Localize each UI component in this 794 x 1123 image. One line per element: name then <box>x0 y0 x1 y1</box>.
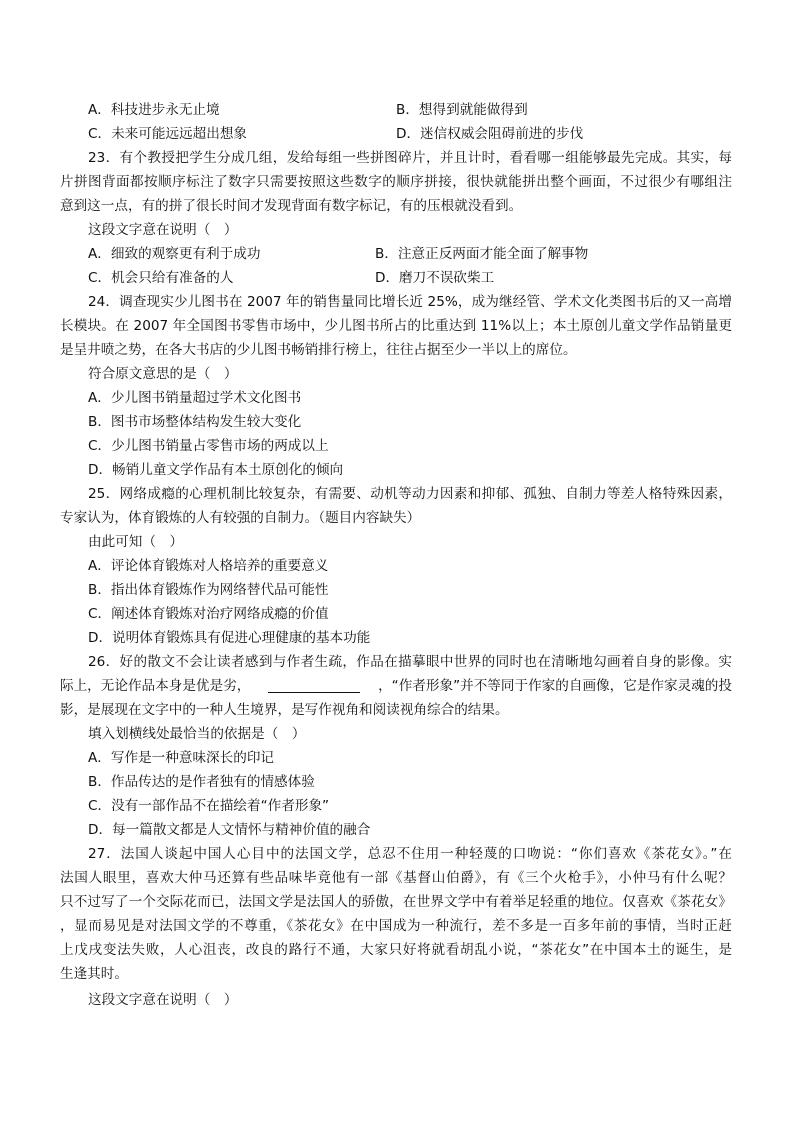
q24-stem-line-2: 长模块。在 2007 年全国图书零售市场中，少儿图书所占的比重达到 11%以上；本土原创儿童文学作品销量更 <box>60 318 732 334</box>
q26-stem-line-3: 影，是展现在文字中的一种人生境界，是写作视角和阅读视角综合的结果。 <box>60 702 509 718</box>
q26-stem-line-2-before: 际上，无论作品本身是优是劣， <box>60 678 251 694</box>
q23-option-d: D．磨刀不误砍柴工 <box>375 270 495 286</box>
q23-prompt: 这段文字意在说明（ ） <box>88 222 238 238</box>
q27-stem-line-1: 27．法国人谈起中国人心目中的法国文学，总忍不住用一种轻蔑的口吻说：“你们喜欢《茶花女》。”在 <box>88 846 732 862</box>
q23-stem-line-1: 23．有个教授把学生分成几组，发给每组一些拼图碎片，并且计时，看看哪一组能够最先完成。其实，每 <box>88 150 732 166</box>
q27-stem-line-5: 上戊戌变法失败，人心沮丧，改良的路行不通，大家只好将就看胡乱小说，“茶花女”在中国本土的诞生，是 <box>60 942 732 958</box>
q26-option-d: D．每一篇散文都是人文情怀与精神价值的融合 <box>88 822 371 838</box>
q25-option-b: B．指出体育锻炼作为网络替代品可能性 <box>88 582 329 598</box>
q26-stem-line-1: 26．好的散文不会让读者感到与作者生疏，作品在描摹眼中世界的同时也在清晰地勾画着自身的影像。实 <box>88 654 732 670</box>
q26-stem-line-2 <box>60 674 732 698</box>
q27-stem-line-3: 只不过写了一个交际花而已，法国文学是法国人的骄傲，在世界文学中有着举足轻重的地位。仅喜欢《茶花女》 <box>60 894 732 910</box>
q22-option-d: D．迷信权威会阻碍前进的步伐 <box>396 126 584 142</box>
q25-option-c: C．阐述体育锻炼对治疗网络成瘾的价值 <box>88 606 329 622</box>
q26-prompt: 填入划横线处最恰当的依据是（ ） <box>88 726 306 742</box>
q26-option-b: B．作品传达的是作者独有的情感体验 <box>88 774 315 790</box>
q27-prompt: 这段文字意在说明（ ） <box>88 992 238 1008</box>
q24-option-c: C．少儿图书销量占零售市场的两成以上 <box>88 438 329 454</box>
q22-option-b: B．想得到就能做得到 <box>396 102 528 118</box>
q25-stem-line-1: 25．网络成瘾的心理机制比较复杂，有需要、动机等动力因素和抑郁、孤独、自制力等差人格特殊因素， <box>88 486 732 502</box>
q22-option-a: A．科技进步永无止境 <box>88 102 220 118</box>
q23-stem-line-2: 片拼图背面都按顺序标注了数字只需要按照这些数字的顺序拼接，很快就能拼出整个画面，不过很少有哪组注 <box>60 174 732 190</box>
q23-stem-line-3: 意到这一点，有的拼了很长时间才发现背面有数字标记，有的压根就没看到。 <box>60 198 523 214</box>
q25-stem-line-2: 专家认为，体育锻炼的人有较强的自制力。（题目内容缺失） <box>60 510 421 526</box>
q25-option-a: A．评论体育锻炼对人格培养的重要意义 <box>88 558 329 574</box>
q23-option-a: A．细致的观察更有利于成功 <box>88 246 261 262</box>
fill-in-blank <box>268 678 360 693</box>
q23-option-b: B．注意正反两面才能全面了解事物 <box>375 246 589 262</box>
q27-stem-line-4: ，显而易见是对法国文学的不尊重，《茶花女》在中国成为一种流行，差不多是一百多年前的事情，当时正赶 <box>60 918 732 934</box>
q23-option-c: C．机会只给有准备的人 <box>88 270 234 286</box>
q24-option-b: B．图书市场整体结构发生较大变化 <box>88 414 302 430</box>
q24-stem-line-1: 24．调查现实少儿图书在 2007 年的销售量同比增长近 25%，成为继经管、学术文化类图书后的又一高增 <box>88 294 732 310</box>
q25-prompt: 由此可知（ ） <box>88 534 184 550</box>
q26-option-c: C．没有一部作品不在描绘着“作者形象” <box>88 798 330 814</box>
q24-option-d: D．畅销儿童文学作品有本土原创化的倾向 <box>88 462 344 478</box>
q24-prompt: 符合原文意思的是（ ） <box>88 366 238 382</box>
q26-stem-line-2-after: ，“作者形象”并不等同于作家的自画像，它是作家灵魂的投 <box>378 678 732 694</box>
q22-option-c: C．未来可能远远超出想象 <box>88 126 248 142</box>
q27-stem-line-6: 生逢其时。 <box>60 966 128 982</box>
q27-stem-line-2: 法国人眼里，喜欢大仲马还算有些品味毕竟他有一部《基督山伯爵》，有《三个火枪手》，小仲马有什么呢？ <box>60 870 732 886</box>
q26-option-a: A．写作是一种意味深长的印记 <box>88 750 275 766</box>
q25-option-d: D．说明体育锻炼具有促进心理健康的基本功能 <box>88 630 371 646</box>
q24-option-a: A．少儿图书销量超过学术文化图书 <box>88 390 302 406</box>
q24-stem-line-3: 是呈井喷之势，在各大书店的少儿图书畅销排行榜上，往往占据至少一半以上的席位。 <box>60 342 577 358</box>
